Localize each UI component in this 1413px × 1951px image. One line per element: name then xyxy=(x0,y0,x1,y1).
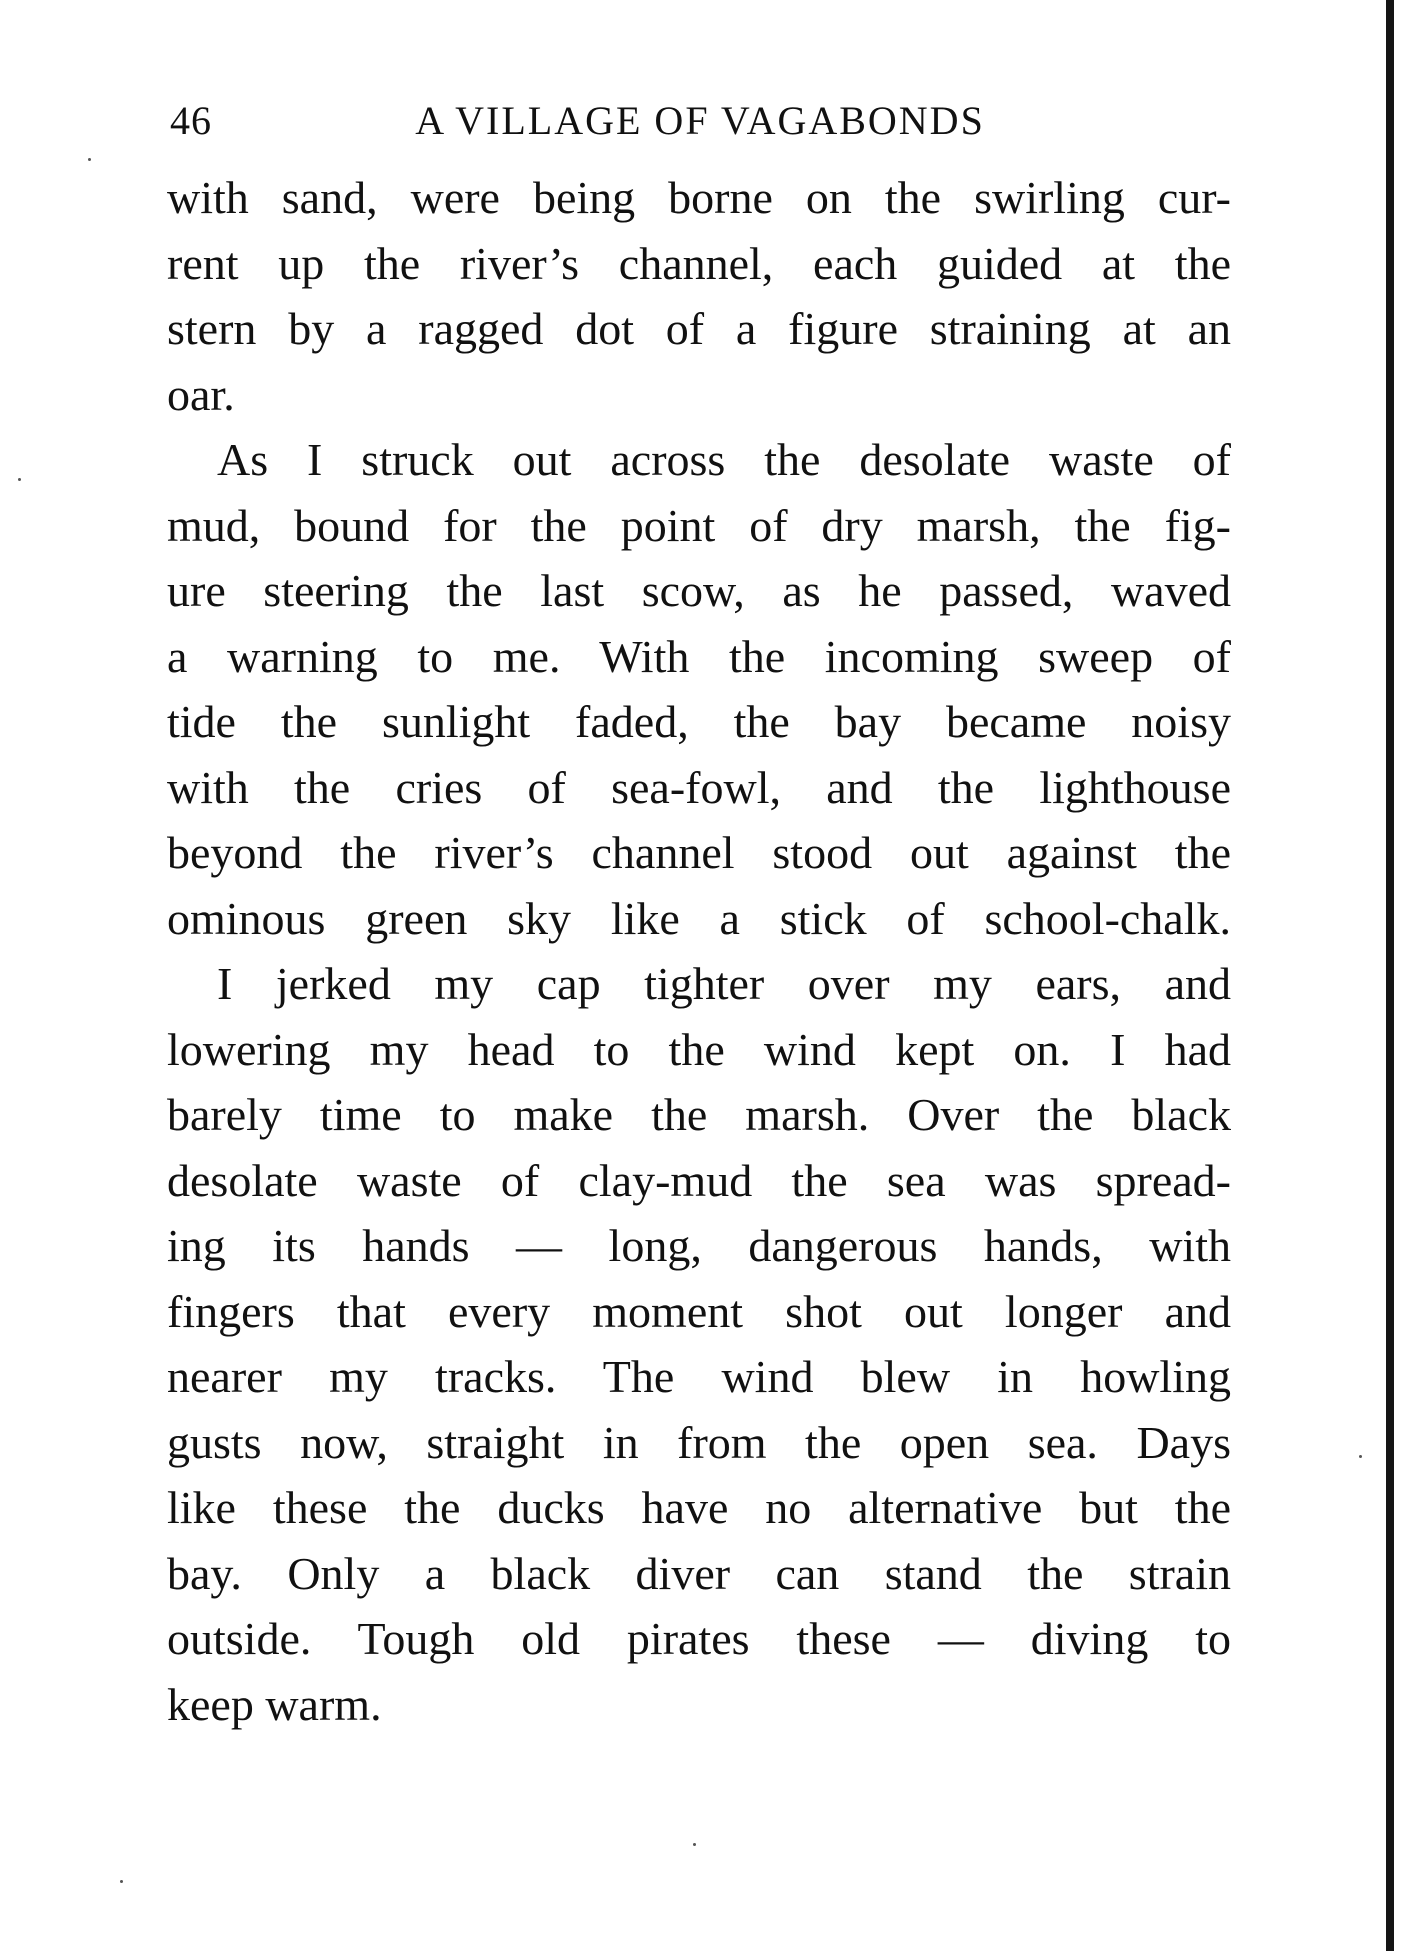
text-line: fingers that every moment shot out longer and xyxy=(167,1285,1231,1337)
scan-speck xyxy=(18,478,21,481)
text-line: like these the ducks have no alternative but the xyxy=(167,1482,1231,1533)
text-line: tide the sunlight faded, the bay became noisy xyxy=(167,696,1231,747)
scan-speck xyxy=(1359,1455,1362,1458)
text-line: mud, bound for the point of dry marsh, the fig- xyxy=(167,499,1231,551)
text-line: with the cries of sea-fowl, and the lighthouse xyxy=(167,761,1231,813)
text-line: rent up the river’s channel, each guided at the xyxy=(167,237,1231,289)
text-line: barely time to make the marsh. Over the black xyxy=(167,1089,1231,1140)
text-line: outside. Tough old pirates these — diving to xyxy=(167,1613,1231,1664)
body-text xyxy=(167,165,1231,1737)
text-line: ure steering the last scow, as he passed, waved xyxy=(167,565,1231,616)
text-line: a warning to me. With the incoming sweep of xyxy=(167,630,1231,682)
scan-speck xyxy=(693,1843,696,1846)
text-line: ominous green sky like a stick of school-chalk. xyxy=(167,892,1231,944)
text-line: keep warm. xyxy=(167,1678,382,1730)
text-line: nearer my tracks. The wind blew in howling xyxy=(167,1351,1231,1402)
text-line: ing its hands — long, dangerous hands, with xyxy=(167,1220,1231,1271)
text-line: As I struck out across the desolate waste of xyxy=(217,434,1231,485)
text-line: with sand, were being borne on the swirling cur- xyxy=(167,172,1231,223)
text-line: beyond the river’s channel stood out against the xyxy=(167,827,1231,878)
text-line: stern by a ragged dot of a figure straining at an xyxy=(167,303,1231,354)
text-line: bay. Only a black diver can stand the strain xyxy=(167,1547,1231,1599)
page-header xyxy=(170,96,1230,146)
text-line: gusts now, straight in from the open sea. Days xyxy=(167,1416,1231,1468)
running-head: A VILLAGE OF VAGABONDS xyxy=(415,98,985,143)
page-edge-rule xyxy=(1386,0,1394,1951)
page-number: 46 xyxy=(170,98,212,143)
scan-speck xyxy=(120,1880,123,1883)
text-line: desolate waste of clay-mud the sea was spread- xyxy=(167,1154,1231,1206)
text-line: lowering my head to the wind kept on. I had xyxy=(167,1023,1231,1075)
text-line: oar. xyxy=(167,368,235,420)
scan-speck xyxy=(88,158,91,161)
text-line: I jerked my cap tighter over my ears, and xyxy=(217,958,1231,1009)
